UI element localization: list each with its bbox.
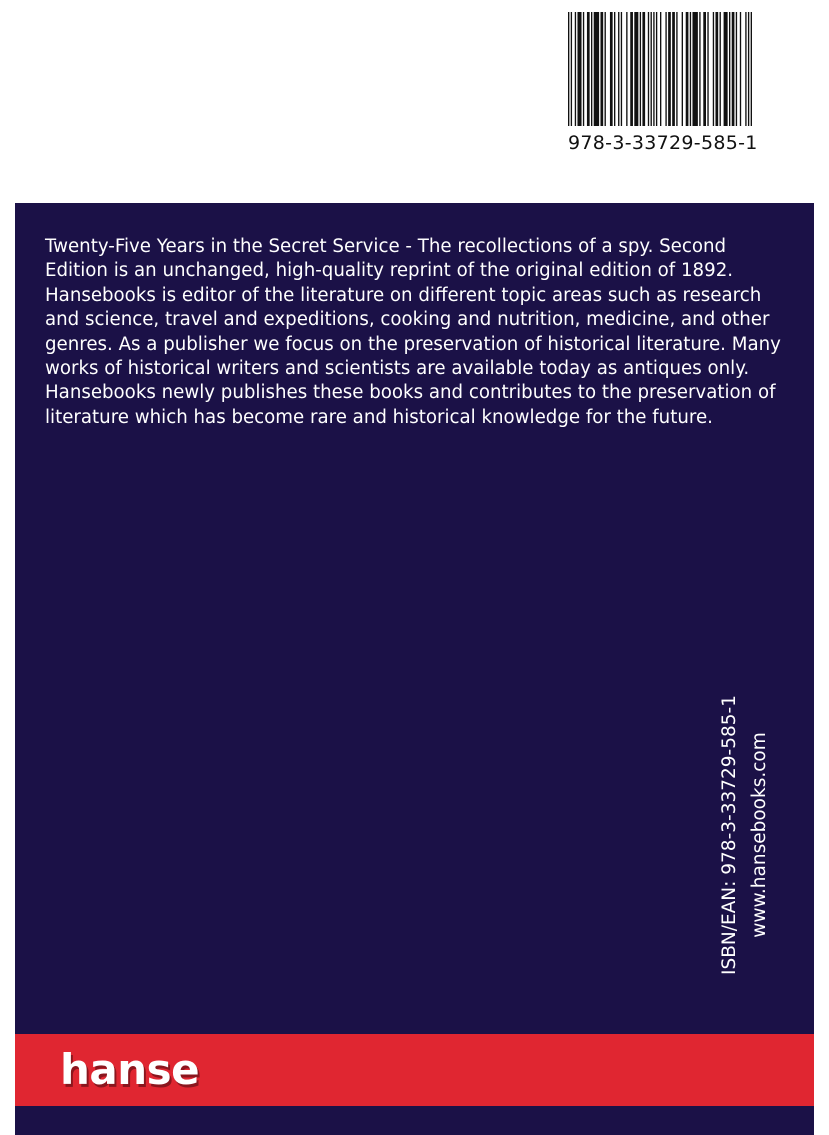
- barcode-bar: [626, 12, 627, 126]
- book-description: Twenty-Five Years in the Secret Service - The recollections of a spy. Second Edition is an unchanged, high-quality reprint of the original edition of 1892. Hansebooks is editor of the literature on different topic areas such as research and science, travel and expeditions, cooking and nutrition, medicine, and other genres. As a publisher we focus on the preservation of historical literature. Many works of historical writers and scientists are available today as antiques only. Hansebooks newly publishes these books and contributes to the preservation of literature which has become rare and historical knowledge for the future.: [45, 236, 781, 428]
- barcode-bar: [713, 12, 714, 126]
- barcode-bar: [634, 12, 638, 126]
- barcode-bar: [682, 12, 683, 126]
- barcode-bar: [690, 12, 691, 126]
- barcode-bar: [699, 12, 700, 126]
- barcode-bar: [630, 12, 633, 126]
- barcode-bar: [665, 12, 666, 126]
- barcode-bar: [724, 12, 728, 126]
- barcode-bar: [740, 12, 741, 126]
- barcode-bar: [640, 12, 641, 126]
- barcode-bars: [568, 12, 752, 126]
- barcode-bar: [583, 12, 584, 126]
- barcode-bar: [642, 12, 645, 126]
- website-text: www.hansebooks.com: [749, 732, 770, 938]
- barcode-bar: [668, 12, 671, 126]
- barcode-bar: [568, 12, 569, 126]
- barcode-bar: [748, 12, 749, 126]
- barcode-bar: [600, 12, 603, 126]
- barcode-bar: [729, 12, 730, 126]
- barcode-number: 978-3-33729-585-1: [568, 132, 758, 154]
- barcode-bar: [577, 12, 581, 126]
- barcode-bar: [621, 12, 622, 126]
- barcode-bar: [751, 12, 752, 126]
- barcode-bar: [686, 12, 689, 126]
- barcode-bar: [715, 12, 718, 126]
- barcode-bar: [736, 12, 737, 126]
- barcode-bar: [575, 12, 576, 126]
- barcode-bar: [676, 12, 677, 126]
- isbn-text: ISBN/EAN: 978-3-33729-585-1: [719, 695, 740, 975]
- barcode-bar: [672, 12, 675, 126]
- barcode-bar: [618, 12, 619, 126]
- barcode: [568, 12, 758, 160]
- barcode-bar: [587, 12, 590, 126]
- barcode-bar: [591, 12, 592, 126]
- barcode-bar: [571, 12, 572, 126]
- barcode-bar: [594, 12, 599, 126]
- barcode-bar: [656, 12, 657, 126]
- barcode-bar: [703, 12, 706, 126]
- barcode-bar: [614, 12, 615, 126]
- hanse-logo: hanse: [60, 1045, 200, 1094]
- barcode-bar: [720, 12, 721, 126]
- barcode-bar: [651, 12, 652, 126]
- barcode-bar: [660, 12, 661, 126]
- barcode-bar: [653, 12, 654, 126]
- barcode-bar: [745, 12, 746, 126]
- barcode-bar: [692, 12, 697, 126]
- barcode-bar: [610, 12, 613, 126]
- barcode-bar: [648, 12, 649, 126]
- barcode-bar: [707, 12, 708, 126]
- barcode-bar: [605, 12, 606, 126]
- barcode-bar: [732, 12, 735, 126]
